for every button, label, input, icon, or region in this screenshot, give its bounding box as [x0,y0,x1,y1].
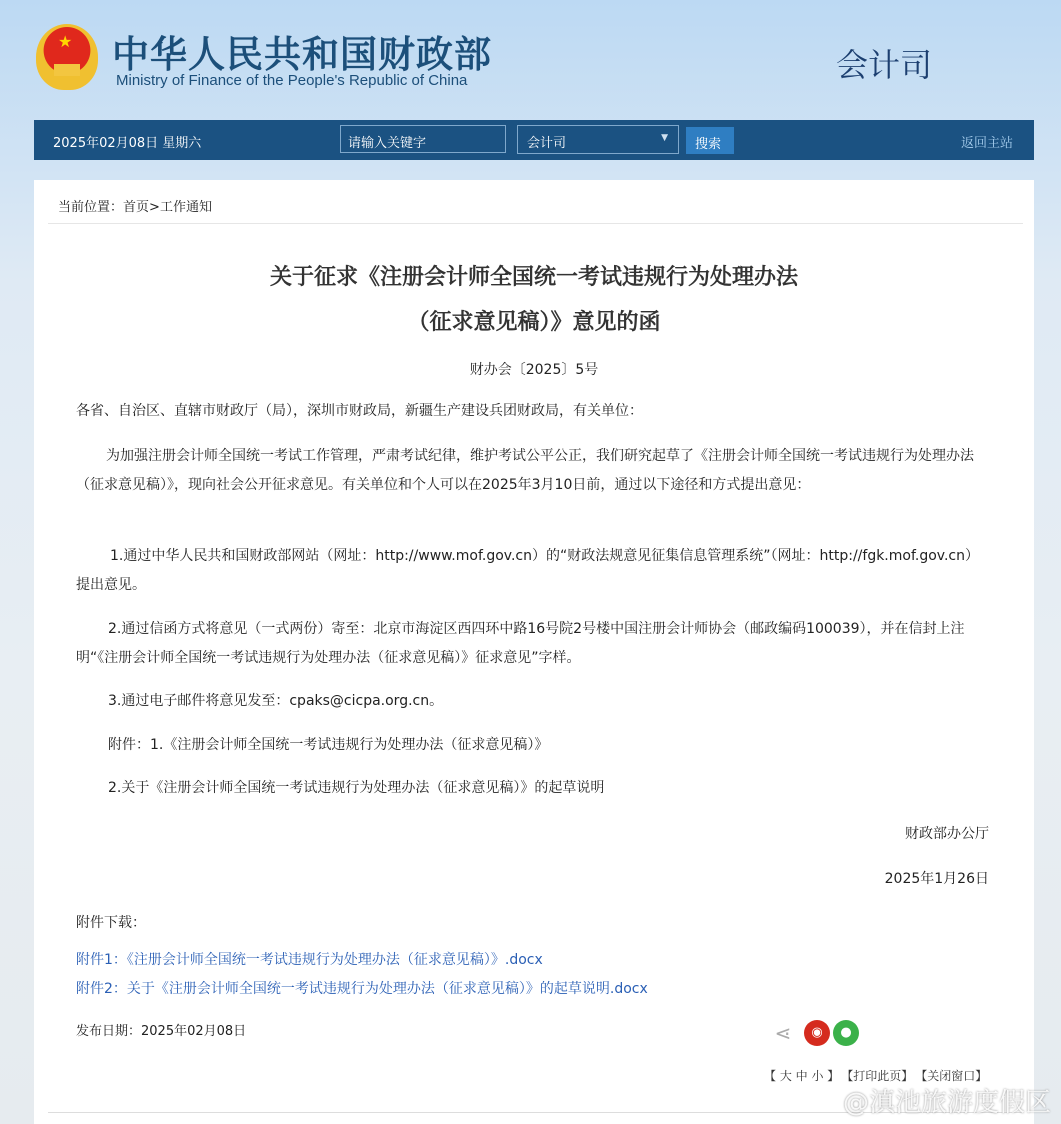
chevron-down-icon: ▼ [661,133,668,143]
article-title-line2: （征求意见稿）》意见的函 [407,310,661,335]
method-1: 1.通过中华人民共和国财政部网站（网址：http://www.mof.gov.cn）的“财政法规意见征集信息管理系统”（网址：http://fgk.mof.gov.cn）提出意见。 [76,548,979,593]
attachment-2-text: 2.关于《注册会计师全国统一考试违规行为处理办法（征求意见稿）》的起草说明 [108,780,605,796]
site-header [0,0,1061,120]
national-emblem-icon: ★ [36,24,98,90]
search-input[interactable]: 请输入关键字 [340,125,506,153]
method-2: 2.通过信函方式将意见（一式两份）寄至：北京市海淀区西四环中路16号院2号楼中国注册会计师协会（邮政编码100039），并在信封上注明“《注册会计师全国统一考试违规行为处理办法（征求意见稿）》征求意见”字样。 [76,621,965,666]
download-link-2[interactable]: 附件2：关于《注册会计师全国统一考试违规行为处理办法（征求意见稿）》的起草说明.docx [76,981,648,997]
downloads-label: 附件下载： [76,915,146,931]
font-size-toggle[interactable]: 【 大 中 小 】 [764,1069,840,1083]
scope-select-value: 会计司 [527,136,567,151]
current-date: 2025年02月08日 星期六 [53,136,202,151]
search-button[interactable]: 搜索 [686,127,734,154]
divider [48,223,1023,224]
publish-date: 发布日期：2025年02月08日 [76,1024,247,1039]
breadcrumb-current[interactable]: 工作通知 [159,200,212,215]
nav-bar [34,120,1034,160]
close-window-link[interactable]: 【关闭窗口】 [921,1069,988,1083]
article-container [34,180,1034,1124]
site-title-cn[interactable]: 中华人民共和国财政部 [112,33,492,76]
sign-date: 2025年1月26日 [884,871,989,887]
signer: 财政部办公厅 [905,826,989,842]
breadcrumb [58,196,212,215]
scope-select[interactable] [517,125,679,154]
paragraph-intro: 为加强注册会计师全国统一考试工作管理，严肃考试纪律，维护考试公平公正，我们研究起草了《注册会计师全国统一考试违规行为处理办法（征求意见稿）》，现向社会公开征求意见。有关单位和个人可以在2025年3月10日前，通过以下途径和方式提出意见： [76,448,974,493]
print-link[interactable]: 【打印此页】 [847,1069,914,1083]
document-number: 财办会〔2025〕5号 [469,362,599,378]
article-title-line1: 关于征求《注册会计师全国统一考试违规行为处理办法 [269,265,798,290]
breadcrumb-separator: > [149,200,160,215]
site-title-en: Ministry of Finance of the People's Republic of China [116,72,468,89]
download-link-1[interactable]: 附件1：《注册会计师全国统一考试违规行为处理办法（征求意见稿）》.docx [76,952,543,968]
department-name: 会计司 [836,46,933,84]
attachment-1-text: 附件：1.《注册会计师全国统一考试违规行为处理办法（征求意见稿）》 [108,737,549,753]
weibo-share-icon[interactable]: ◉ [804,1020,830,1046]
breadcrumb-home[interactable]: 首页 [123,200,150,215]
salutation: 各省、自治区、直辖市财政厅（局），深圳市财政局，新疆生产建设兵团财政局，有关单位： [76,403,643,419]
method-3: 3.通过电子邮件将意见发至：cpaks@cicpa.org.cn。 [108,693,444,709]
home-link[interactable]: 返回主站 [960,136,1013,151]
watermark: @滇池旅游度假区 [842,1088,1051,1118]
share-icon[interactable]: ⋖ [774,1021,792,1045]
wechat-share-icon[interactable]: ● [833,1020,859,1046]
breadcrumb-label: 当前位置： [58,200,124,215]
